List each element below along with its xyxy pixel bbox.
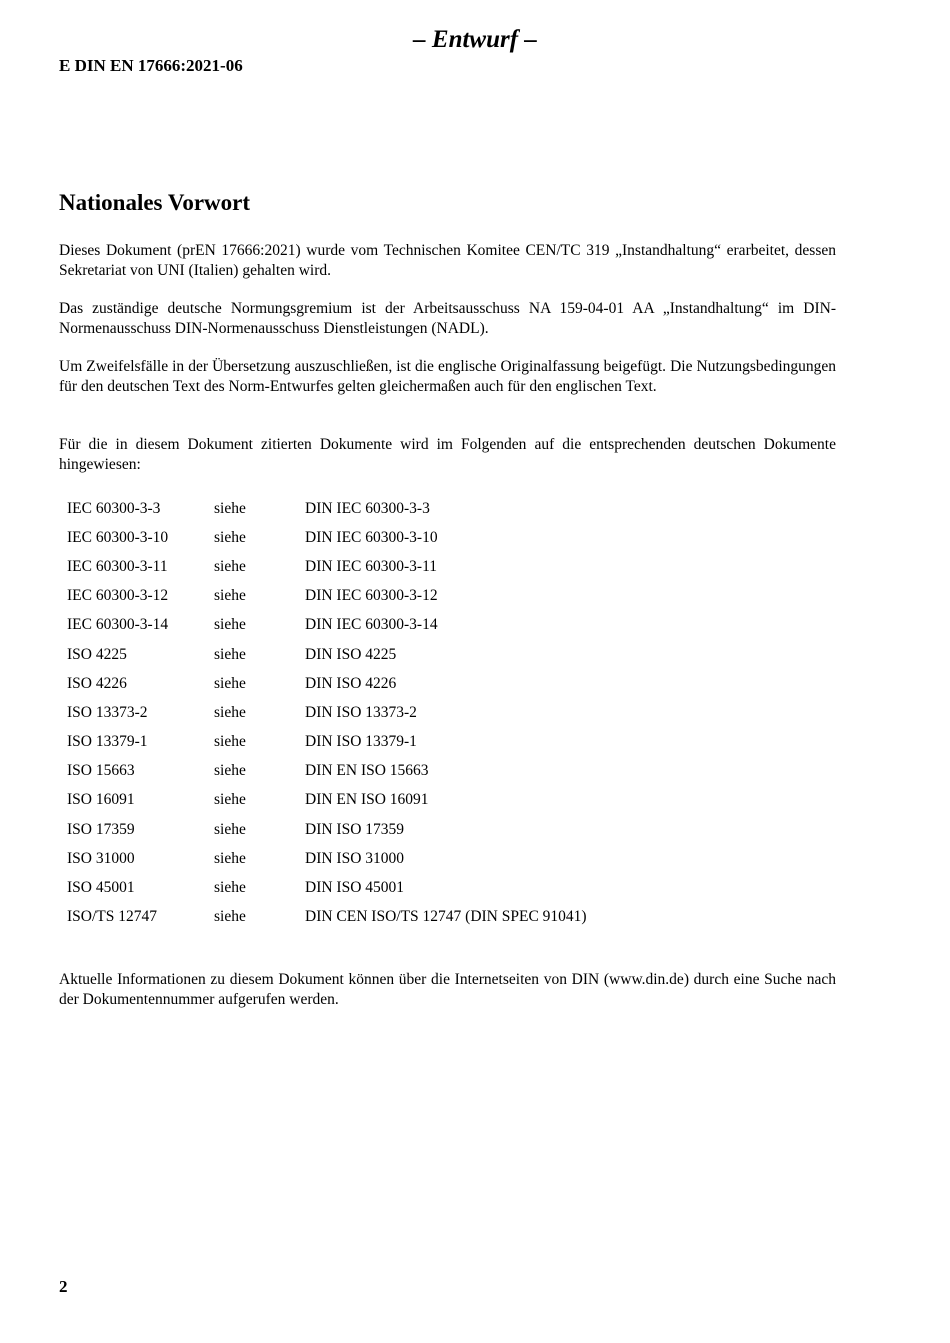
reference-source: ISO 13379-1: [67, 733, 148, 751]
reference-relation: siehe: [214, 908, 246, 926]
reference-target: DIN ISO 13379-1: [305, 733, 417, 751]
reference-source: IEC 60300-3-3: [67, 499, 161, 517]
reference-source: IEC 60300-3-12: [67, 587, 169, 605]
table-row: [59, 786, 587, 815]
reference-source: IEC 60300-3-10: [67, 528, 169, 546]
reference-relation: siehe: [214, 587, 246, 605]
paragraph-committee: Dieses Dokument (prEN 17666:2021) wurde vom Technischen Komitee CEN/TC 319 „Instandhaltung“ erarbeitet, dessen Sekretariat von UNI (Italien) gehalten wird.: [59, 242, 836, 279]
reference-target: DIN IEC 60300-3-10: [305, 528, 438, 546]
paragraph-din-website: Aktuelle Informationen zu diesem Dokument können über die Internetseiten von DIN (www.din.de) durch eine Suche nach der Dokumentennummer aufgerufen werden.: [59, 971, 836, 1008]
reference-source: ISO 16091: [67, 791, 135, 809]
reference-relation: siehe: [214, 703, 246, 721]
paragraph-references-intro: Für die in diesem Dokument zitierten Dokumente wird im Folgenden auf die entsprechenden deutschen Dokumente hingewiesen:: [59, 436, 836, 473]
reference-source: ISO 31000: [67, 849, 135, 867]
reference-target: DIN ISO 17359: [305, 820, 405, 838]
table-row: [59, 611, 587, 640]
reference-relation: siehe: [214, 528, 246, 546]
table-row: [59, 903, 587, 932]
reference-target: DIN ISO 13373-2: [305, 703, 417, 721]
paragraph-translation-note: Um Zweifelsfälle in der Übersetzung auszuschließen, ist die englische Originalfassung beigefügt. Die Nutzungsbedingungen für den deutschen Text des Norm-Entwurfes gelten gleichermaßen auch für den englischen Text.: [59, 358, 836, 395]
reference-source: IEC 60300-3-14: [67, 616, 169, 634]
reference-source: ISO 4225: [67, 645, 127, 663]
reference-source: IEC 60300-3-11: [67, 557, 168, 575]
table-row: [59, 523, 587, 552]
table-row: [59, 698, 587, 727]
reference-relation: siehe: [214, 645, 246, 663]
table-row: [59, 494, 587, 523]
reference-relation: siehe: [214, 879, 246, 897]
reference-target: DIN ISO 4226: [305, 674, 397, 692]
reference-source: ISO/TS 12747: [67, 908, 157, 926]
document-id: E DIN EN 17666:2021-06: [59, 56, 243, 75]
table-row: [59, 815, 587, 844]
reference-relation: siehe: [214, 616, 246, 634]
reference-source: ISO 45001: [67, 879, 135, 897]
table-row: [59, 669, 587, 698]
reference-relation: siehe: [214, 557, 246, 575]
reference-target: DIN ISO 4225: [305, 645, 397, 663]
table-row: [59, 728, 587, 757]
reference-target: DIN EN ISO 15663: [305, 762, 429, 780]
reference-target: DIN IEC 60300-3-11: [305, 557, 438, 575]
reference-relation: siehe: [214, 820, 246, 838]
reference-target: DIN ISO 31000: [305, 849, 405, 867]
table-row: [59, 757, 587, 786]
reference-target: DIN IEC 60300-3-12: [305, 587, 438, 605]
table-row: [59, 640, 587, 669]
reference-relation: siehe: [214, 733, 246, 751]
reference-relation: siehe: [214, 762, 246, 780]
reference-source: ISO 15663: [67, 762, 135, 780]
reference-target: DIN ISO 45001: [305, 879, 405, 897]
reference-target: DIN IEC 60300-3-14: [305, 616, 438, 634]
table-row: [59, 552, 587, 581]
reference-relation: siehe: [214, 499, 246, 517]
table-row: [59, 873, 587, 902]
reference-table: [59, 494, 587, 932]
reference-source: ISO 4226: [67, 674, 127, 692]
paragraph-german-body: Das zuständige deutsche Normungsgremium ist der Arbeitsausschuss NA 159-04-01 AA „Instandhaltung“ im DIN-Normenausschuss DIN-Normenausschuss Dienstleistungen (NADL).: [59, 300, 836, 337]
table-row: [59, 582, 587, 611]
reference-target: DIN CEN ISO/TS 12747 (DIN SPEC 91041): [305, 908, 587, 926]
draft-watermark-heading: – Entwurf –: [413, 26, 537, 53]
reference-source: ISO 17359: [67, 820, 135, 838]
reference-target: DIN EN ISO 16091: [305, 791, 429, 809]
reference-relation: siehe: [214, 849, 246, 867]
reference-relation: siehe: [214, 674, 246, 692]
reference-relation: siehe: [214, 791, 246, 809]
table-row: [59, 844, 587, 873]
section-title: Nationales Vorwort: [59, 190, 251, 215]
reference-source: ISO 13373-2: [67, 703, 148, 721]
reference-target: DIN IEC 60300-3-3: [305, 499, 430, 517]
page-number: 2: [59, 1277, 68, 1296]
